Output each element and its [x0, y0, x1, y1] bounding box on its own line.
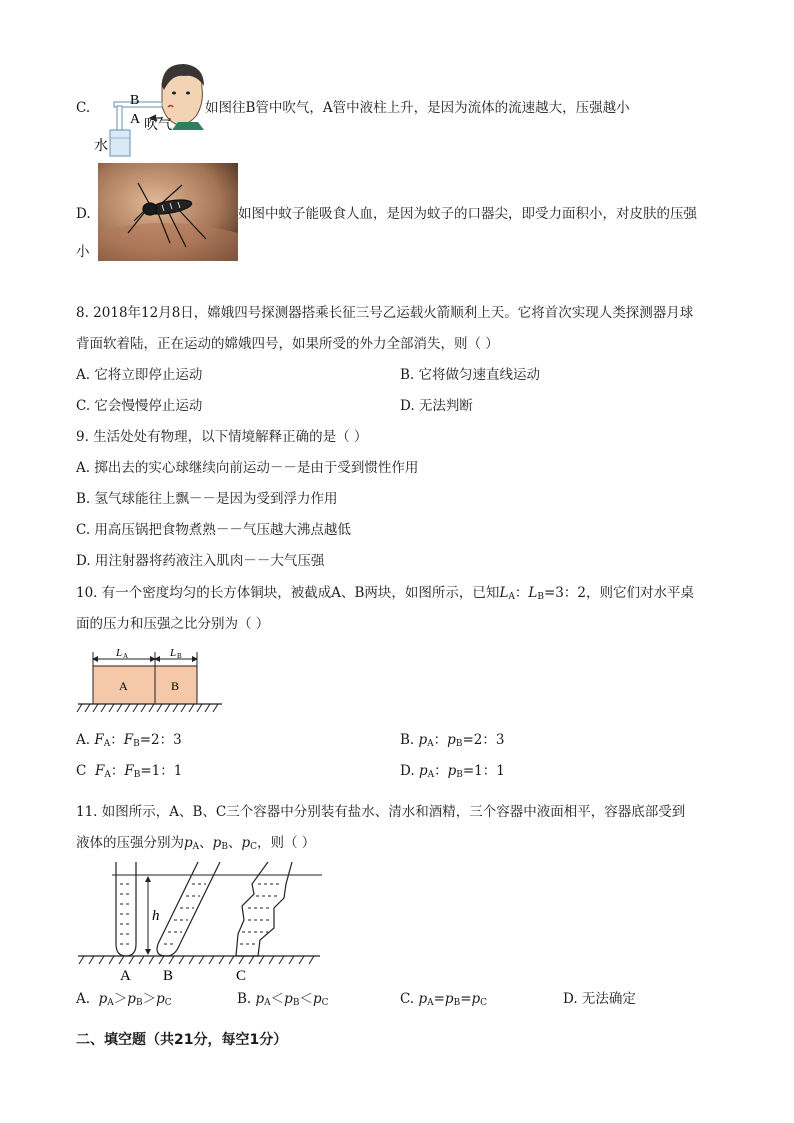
q8-option-d: D. 无法判断: [400, 398, 473, 414]
label-la: L: [116, 647, 123, 659]
q7-option-d-text-cont: 小: [76, 244, 90, 260]
q11-stem-line1: 11. 如图所示，A、B、C三个容器中分别装有盐水、清水和酒精，三个容器中液面相平，容器底部受到: [76, 804, 686, 820]
q9-option-b: B. 氢气球能往上飘－－是因为受到浮力作用: [76, 491, 338, 507]
label-blow: 吹气: [144, 118, 172, 133]
q9-option-a: A. 掷出去的实心球继续向前运动－－是由于受到惯性作用: [76, 460, 419, 476]
container-c: [236, 862, 292, 956]
q7-option-d-letter: D.: [76, 206, 91, 222]
q11-option-d: D. 无法确定: [563, 991, 636, 1007]
mosquito-photo: [98, 163, 238, 261]
container-b: [157, 862, 220, 956]
block-a-label: A: [119, 679, 128, 693]
q10-stem-line2: 面的压力和压强之比分别为（ ）: [76, 616, 270, 632]
q11-option-c: C. $p_A=p_B=p_C$: [400, 991, 488, 1008]
container-b-label: B: [163, 968, 174, 984]
q11-option-b: B. $p_A<p_B<p_C$: [237, 991, 329, 1008]
q7-option-d-text: 如图中蚊子能吸食人血，是因为蚊子的口器尖，即受力面积小，对皮肤的压强: [238, 206, 697, 222]
q10-option-b: B. $p_A$：$p_B=2$：3: [400, 732, 505, 749]
q9-option-c: C. 用高压锅把食物煮熟－－气压越大沸点越低: [76, 522, 351, 538]
q8-stem-line1: 8. 2018年12月8日，嫦娥四号探测器搭乘长征三号乙运载火箭顺利上天。它将首次实现人类探测器月球: [76, 305, 694, 321]
blow-tube-figure: [92, 60, 210, 160]
label-lb-sub: B: [177, 652, 182, 660]
q11-stem-line2: 液体的压强分别为$p_A$、$p_B$、$p_C$，则（ ）: [76, 835, 316, 852]
container-a: [116, 862, 136, 956]
q10-stem-line1: 10. 有一个密度均匀的长方体铜块，被截成A、B两块，如图所示，已知$L_A$：$L_B=3$：2，则它们对水平桌: [76, 585, 694, 602]
label-b: B: [130, 93, 140, 108]
three-containers-figure: [76, 858, 332, 984]
q8-stem-line2: 背面软着陆，正在运动的嫦娥四号，如果所受的外力全部消失，则（ ）: [76, 336, 499, 352]
q7-option-c-text: 如图往B管中吹气，A管中液柱上升，是因为流体的流速越大，压强越小: [205, 100, 630, 116]
label-a: A: [130, 112, 141, 127]
q11-option-a: A. $p_A>p_B>p_C$: [76, 991, 172, 1008]
label-la-sub: A: [123, 652, 129, 660]
q10-option-c: C $F_A$：$F_B=1$：1: [76, 763, 183, 780]
container-c-label: C: [236, 968, 247, 984]
q8-option-a: A. 它将立即停止运动: [76, 367, 203, 383]
container-a-label: A: [120, 968, 131, 984]
q8-option-b: B. 它将做匀速直线运动: [400, 367, 541, 383]
label-lb: L: [170, 647, 177, 659]
q10-option-a: A. $F_A$：$F_B=2$：3: [76, 732, 182, 749]
label-h: h: [152, 908, 160, 924]
q9-stem: 9. 生活处处有物理，以下情境解释正确的是（ ）: [76, 429, 368, 445]
block-b-label: B: [171, 679, 180, 693]
q7-option-c-letter: C.: [76, 100, 91, 116]
beaker: [110, 130, 130, 156]
section-heading: 二、填空题（共21分，每空1分）: [76, 1032, 288, 1048]
label-water: 水: [94, 139, 108, 154]
q10-option-d: D. $p_A$：$p_B=1$：1: [400, 763, 505, 780]
q8-option-c: C. 它会慢慢停止运动: [76, 398, 203, 414]
copper-block-figure: [76, 646, 226, 716]
q9-option-d: D. 用注射器将药液注入肌肉－－大气压强: [76, 553, 325, 569]
